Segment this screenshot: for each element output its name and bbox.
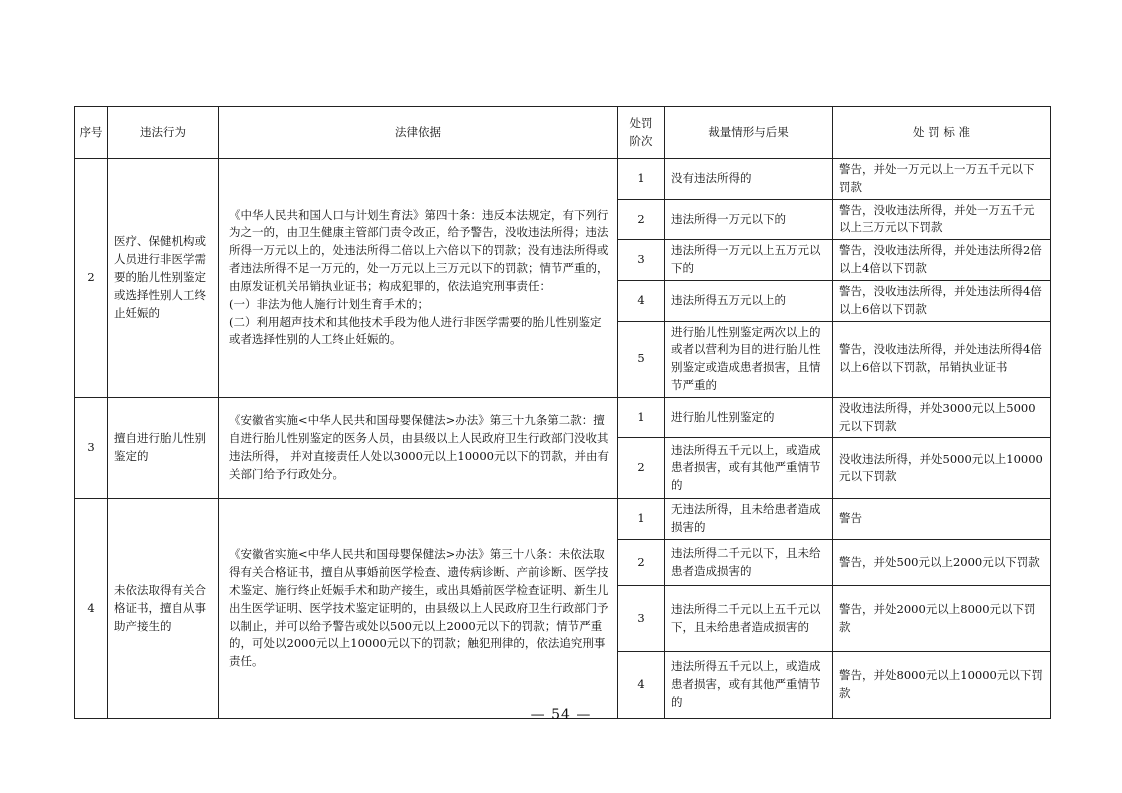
penalty-tier: 4 [618, 652, 665, 719]
penalty-tier: 1 [618, 159, 665, 200]
penalty-standard: 没收违法所得，并处5000元以上10000元以下罚款 [833, 438, 1051, 499]
penalty-standard: 警告，并处2000元以上8000元以下罚款 [833, 586, 1051, 652]
header-act: 违法行为 [108, 107, 219, 159]
circumstance: 进行胎儿性别鉴定的 [665, 397, 833, 438]
penalty-tier: 3 [618, 586, 665, 652]
header-std: 处 罚 标 准 [833, 107, 1051, 159]
legal-basis-paragraph: 《安徽省实施<中华人民共和国母婴保健法>办法》第三十八条：未依法取得有关合格证书，擅自从事婚前医学检查、遗传病诊断、产前诊断、医学技术鉴定、施行终止妊娠手术和助产接生，或出具婚前医学检查证明、新生儿出生医学证明、医学技术鉴定证明的，由县级以上人民政府卫生行政部门予以制止，并可以给予警告或处以500元以上2000元以下的罚款；情节严重的，可处以2000元以上10000元以下的罚款；触犯刑律的，依法追究刑事责任。 [229, 547, 609, 669]
circumstance: 违法所得一万元以上五万元以下的 [665, 240, 833, 281]
header-case: 裁量情形与后果 [665, 107, 833, 159]
header-law: 法律依据 [219, 107, 618, 159]
row-number: 4 [75, 499, 108, 719]
penalty-table [74, 106, 1051, 719]
penalty-standard: 警告，并处一万元以上一万五千元以下罚款 [833, 159, 1051, 200]
violation-text: 医疗、保健机构或人员进行非医学需要的胎儿性别鉴定或选择性别人工终止妊娠的 [108, 159, 219, 398]
legal-basis-paragraph: (一）非法为他人施行计划生育手术的； [229, 296, 429, 311]
penalty-tier: 4 [618, 280, 665, 321]
penalty-tier: 1 [618, 499, 665, 540]
circumstance: 违法所得一万元以下的 [665, 199, 833, 240]
violation-text: 擅自进行胎儿性别鉴定的 [108, 397, 219, 499]
legal-basis [219, 499, 618, 719]
header-seq: 序号 [75, 107, 108, 159]
penalty-standard: 警告，并处500元以上2000元以下罚款 [833, 540, 1051, 586]
penalty-tier: 2 [618, 540, 665, 586]
legal-basis [219, 397, 618, 499]
page-number: — 54 — [530, 707, 592, 723]
legal-basis [219, 159, 618, 398]
circumstance: 违法所得五千元以上，或造成患者损害，或有其他严重情节的 [665, 438, 833, 499]
circumstance: 违法所得二千元以下，且未给患者造成损害的 [665, 540, 833, 586]
penalty-standard: 警告，没收违法所得，并处违法所得4倍以上6倍以下罚款 [833, 280, 1051, 321]
legal-basis-paragraph: 《中华人民共和国人口与计划生育法》第四十条：违反本法规定，有下列行为之一的，由卫生健康主管部门责令改正，给予警告，没收违法所得；违法所得一万元以上的，处违法所得二倍以上六倍以下的罚款；没有违法所得或者违法所得不足一万元的，处一万元以上三万元以下的罚款；情节严重的，由原发证机关吊销执业证书；构成犯罪的，依法追究刑事责任： [229, 207, 609, 293]
penalty-standard: 警告，没收违法所得，并处违法所得4倍以上6倍以下罚款，吊销执业证书 [833, 321, 1051, 397]
table-row [75, 397, 1051, 438]
penalty-standard: 警告，没收违法所得，并处一万五千元以上三万元以下罚款 [833, 199, 1051, 240]
circumstance: 违法所得五万元以上的 [665, 280, 833, 321]
row-number: 2 [75, 159, 108, 398]
table-row [75, 499, 1051, 540]
circumstance: 没有违法所得的 [665, 159, 833, 200]
row-number: 3 [75, 397, 108, 499]
header-tier: 处罚阶次 [618, 107, 665, 159]
penalty-tier: 5 [618, 321, 665, 397]
penalty-standard: 警告，并处8000元以上10000元以下罚款 [833, 652, 1051, 719]
penalty-standard: 警告，没收违法所得，并处违法所得2倍以上4倍以下罚款 [833, 240, 1051, 281]
penalty-tier: 3 [618, 240, 665, 281]
circumstance: 违法所得五千元以上，或造成患者损害，或有其他严重情节的 [665, 652, 833, 719]
penalty-standard: 警告 [833, 499, 1051, 540]
header-row [75, 107, 1051, 159]
penalty-standard: 没收违法所得，并处3000元以上5000元以下罚款 [833, 397, 1051, 438]
penalty-tier: 2 [618, 438, 665, 499]
circumstance: 无违法所得，且未给患者造成损害的 [665, 499, 833, 540]
violation-text: 未依法取得有关合格证书，擅自从事助产接生的 [108, 499, 219, 719]
table-row [75, 159, 1051, 200]
penalty-tier: 1 [618, 397, 665, 438]
legal-basis-paragraph: 《安徽省实施<中华人民共和国母婴保健法>办法》第三十九条第二款：擅自进行胎儿性别鉴定的医务人员，由县级以上人民政府卫生行政部门没收其违法所得， 并对直接责任人处以3000元以上10000元以下的罚款，并由有关部门给予行政处分。 [229, 413, 610, 481]
circumstance: 进行胎儿性别鉴定两次以上的或者以营利为目的进行胎儿性别鉴定或造成患者损害，且情节严重的 [665, 321, 833, 397]
circumstance: 违法所得二千元以上五千元以下，且未给患者造成损害的 [665, 586, 833, 652]
legal-basis-paragraph: (二）利用超声技术和其他技术手段为他人进行非医学需要的胎儿性别鉴定或者选择性别的人工终止妊娠的。 [229, 314, 602, 347]
penalty-tier: 2 [618, 199, 665, 240]
